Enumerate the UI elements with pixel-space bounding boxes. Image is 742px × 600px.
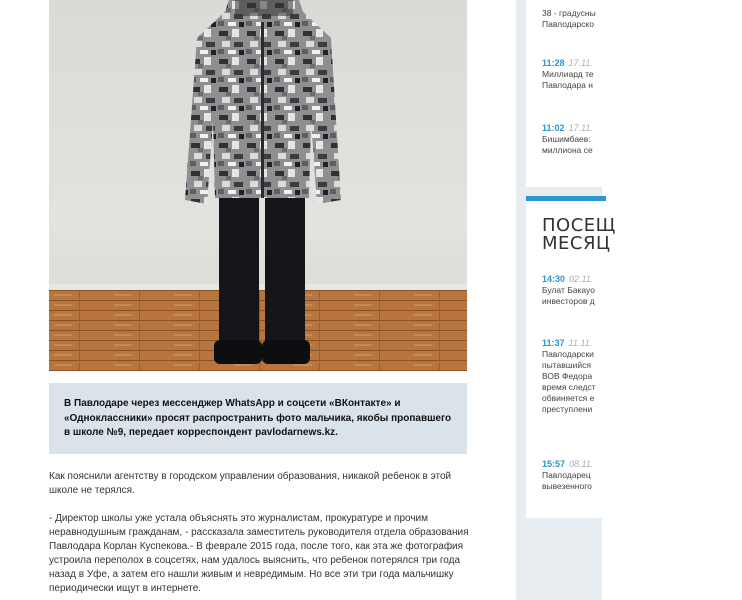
top-date: 11.11.: [568, 338, 593, 348]
article-paragraph: - Директор школы уже устала объяснять это журналистам, прокуратуре и прочим неравнодушным гражданам, - рассказала заместитель руководителя отдела образования Павлодара Корлан Куспекова.- В феврале 2015 года, после того, как эта же фотография устроила переполох в соцсетях, нам удалось выяснить, что ребенок потерялся три года назад в Уфе, а затем его нашли живым и невредимым. Но все эти три года мальчишку периодически ищут в интернете.: [49, 513, 469, 594]
news-item[interactable]: [542, 123, 742, 156]
news-item-text: Бишимбаев:: [542, 134, 591, 144]
news-item[interactable]: [542, 8, 742, 30]
news-date: 17.11.: [568, 58, 593, 68]
top-item-text: обвиняется е: [542, 393, 595, 403]
top-time: 14:30: [542, 274, 566, 284]
top-time: 11:37: [542, 338, 565, 348]
boy-photo-illustration: [49, 0, 467, 371]
news-item-text: Миллиард те: [542, 69, 594, 79]
top-item-text: вывезенного: [542, 481, 592, 491]
news-time: 11:02: [542, 123, 565, 133]
top-item[interactable]: [542, 338, 742, 415]
news-item-text: Павлодара н: [542, 80, 593, 90]
news-time: 11:28: [542, 58, 565, 68]
article-photo[interactable]: [49, 0, 467, 371]
top-item[interactable]: [542, 459, 742, 492]
top-item-text: Павлодарец: [542, 470, 591, 480]
top-item-text: инвесторов д: [542, 296, 595, 306]
news-item[interactable]: [542, 58, 742, 91]
article-lead: В Павлодаре через мессенджер WhatsApp и соцсети «ВКонтакте» и «Одноклассники» просят распространить фото мальчика, якобы пропавшего в школе №9, передает корреспондент pavlodarnews.kz.: [49, 383, 467, 454]
top-item-text: Булат Бакауо: [542, 285, 595, 295]
news-date: 17.11.: [568, 123, 593, 133]
most-visited-title-line: МЕСЯЦ: [542, 233, 611, 254]
news-item-text: миллиона се: [542, 145, 593, 155]
news-item-text: Павлодарско: [542, 19, 594, 29]
top-item[interactable]: [542, 274, 742, 307]
most-visited-title: [542, 217, 742, 253]
most-visited-title-line: ПОСЕЩ: [542, 215, 616, 236]
news-feed-card: [526, 0, 606, 187]
top-item-text: Павлодарски: [542, 349, 594, 359]
top-date: 08.11.: [569, 459, 594, 469]
article-paragraph: Как пояснили агентству в городском управлении образования, никакой ребенок в этой школе не терялся.: [49, 471, 452, 496]
news-item-text: 38 - градусны: [542, 8, 596, 18]
top-item-text: пытавшийся: [542, 360, 591, 370]
top-item-text: время следст: [542, 382, 596, 392]
top-item-text: преступлени: [542, 404, 593, 414]
most-visited-card: [526, 196, 616, 518]
top-date: 02.11.: [569, 274, 594, 284]
top-item-text: ВОВ Федора: [542, 371, 593, 381]
top-time: 15:57: [542, 459, 566, 469]
